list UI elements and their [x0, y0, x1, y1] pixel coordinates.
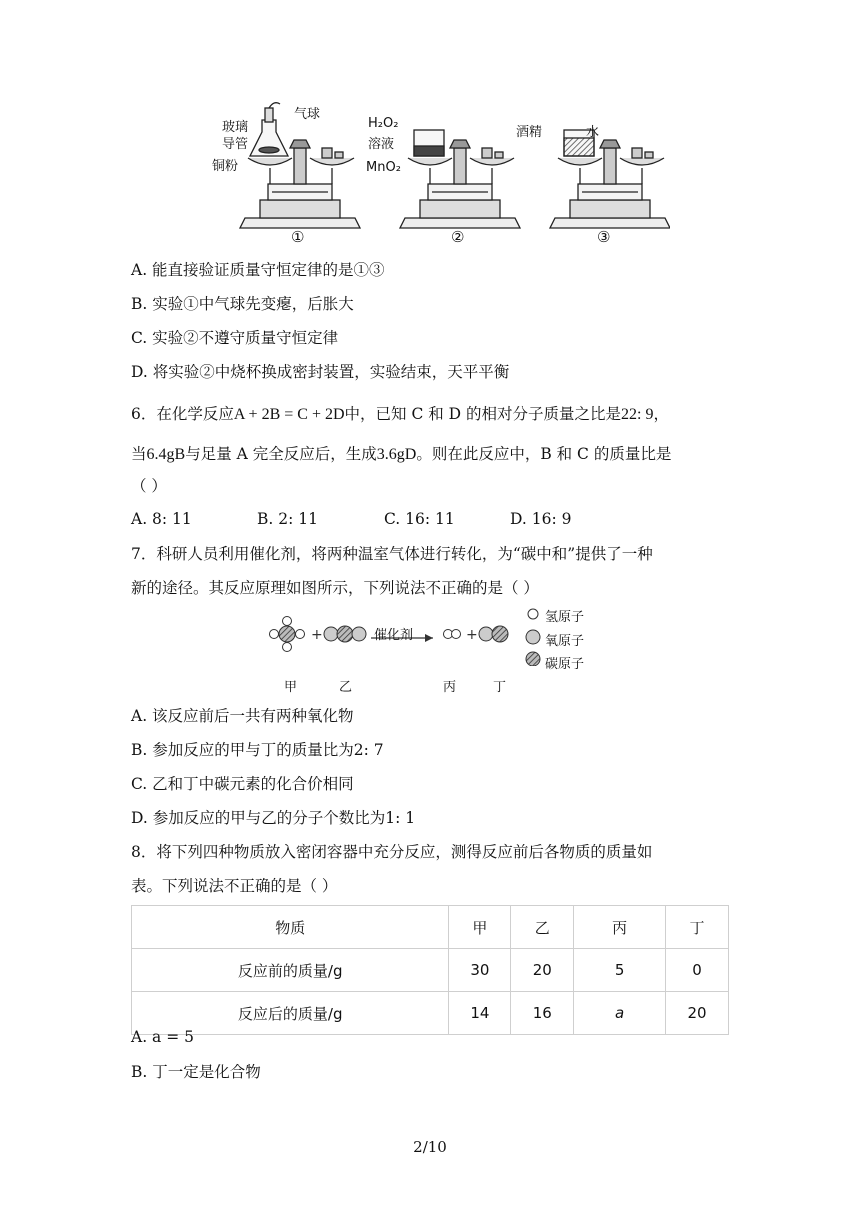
mass-table	[131, 905, 729, 1035]
table-cell: 0	[666, 949, 729, 992]
svg-text:+: +	[466, 627, 478, 643]
label-glass: 玻璃	[222, 120, 249, 135]
figure-number-1: ①	[291, 228, 305, 246]
label-mno2: MnO₂	[366, 160, 401, 175]
figure-number-3: ③	[597, 228, 611, 246]
q8-option-a: A. a = 5	[131, 1028, 194, 1046]
q5-option-d: D. 将实验②中烧杯换成密封装置，实验结束，天平平衡	[131, 363, 510, 381]
table-cell: 16	[511, 992, 574, 1035]
legend-hydrogen: 氢原子	[545, 610, 585, 625]
table-cell: 30	[449, 949, 511, 992]
q6-bracket: （ ）	[131, 477, 167, 495]
molecule-label-jia: 甲	[284, 680, 298, 695]
molecule-label-bing: 丙	[443, 680, 457, 695]
table-header: 乙	[511, 906, 574, 949]
table-cell: 20	[511, 949, 574, 992]
table-header: 丁	[666, 906, 729, 949]
table-row	[132, 949, 729, 992]
label-tube: 导管	[222, 137, 249, 152]
legend-oxygen: 氧原子	[545, 634, 585, 649]
q7-option-d: D. 参加反应的甲与乙的分子个数比为1: 1	[131, 809, 416, 827]
molecule-jia	[270, 617, 305, 652]
catalyst-label: 催化剂	[374, 628, 414, 643]
q7-option-c: C. 乙和丁中碳元素的化合价相同	[131, 775, 354, 793]
balance-3	[550, 130, 670, 228]
q5-option-b: B. 实验①中气球先变瘪，后胀大	[131, 295, 354, 313]
label-h2o2: H₂O₂	[368, 116, 399, 131]
table-header: 甲	[449, 906, 511, 949]
table-cell: 5	[574, 949, 666, 992]
molecule-label-yi: 乙	[339, 680, 353, 695]
table-cell: 反应后的质量/g	[132, 992, 449, 1035]
q5-option-a: A. 能直接验证质量守恒定律的是①③	[131, 261, 385, 279]
svg-text:+: +	[311, 627, 323, 643]
atom-legend-icons	[524, 606, 544, 666]
molecule-ding	[479, 626, 508, 642]
q6-line-2: 当6.4gB与足量 A 完全反应后，生成3.6gD。则在此反应中，B 和 C 的质量比是	[131, 445, 672, 463]
q6-option-a: A. 8: 11	[131, 510, 192, 528]
label-solution: 溶液	[368, 137, 395, 152]
label-copper: 铜粉	[212, 159, 239, 174]
molecule-label-ding: 丁	[493, 680, 507, 695]
q8-line-2: 表。下列说法不正确的是（ ）	[131, 877, 338, 895]
table-cell: a	[574, 992, 666, 1035]
table-header: 丙	[574, 906, 666, 949]
q7-line-1: 7．科研人员利用催化剂，将两种温室气体进行转化，为“碳中和”提供了一种	[131, 545, 653, 563]
label-balloon: 气球	[294, 107, 321, 122]
q7-option-b: B. 参加反应的甲与丁的质量比为2: 7	[131, 741, 384, 759]
molecule-bing	[444, 630, 461, 639]
q6-option-b: B. 2: 11	[257, 510, 318, 528]
page-number: 2/10	[413, 1138, 447, 1156]
q7-option-a: A. 该反应前后一共有两种氧化物	[131, 707, 354, 725]
table-header-row	[132, 906, 729, 949]
label-alcohol: 酒精	[516, 125, 543, 140]
molecule-yi	[324, 626, 366, 642]
q5-option-c: C. 实验②不遵守质量守恒定律	[131, 329, 339, 347]
q6-option-c: C. 16: 11	[384, 510, 455, 528]
q8-option-b: B. 丁一定是化合物	[131, 1063, 261, 1081]
legend-carbon: 碳原子	[545, 657, 585, 672]
table-cell: 20	[666, 992, 729, 1035]
q8-line-1: 8．将下列四种物质放入密闭容器中充分反应，测得反应前后各物质的质量如	[131, 843, 653, 861]
q6-line-1: 6．在化学反应A + 2B = C + 2D中，已知 C 和 D 的相对分子质量之比是22: 9，	[131, 405, 669, 423]
label-water: 水	[586, 125, 600, 140]
balance-2	[400, 130, 520, 228]
q6-option-d: D. 16: 9	[510, 510, 572, 528]
table-cell: 14	[449, 992, 511, 1035]
table-cell: 反应前的质量/g	[132, 949, 449, 992]
table-header: 物质	[132, 906, 449, 949]
q7-line-2: 新的途径。其反应原理如图所示，下列说法不正确的是（ ）	[131, 579, 539, 597]
figure-number-2: ②	[451, 228, 465, 246]
table-row	[132, 992, 729, 1035]
